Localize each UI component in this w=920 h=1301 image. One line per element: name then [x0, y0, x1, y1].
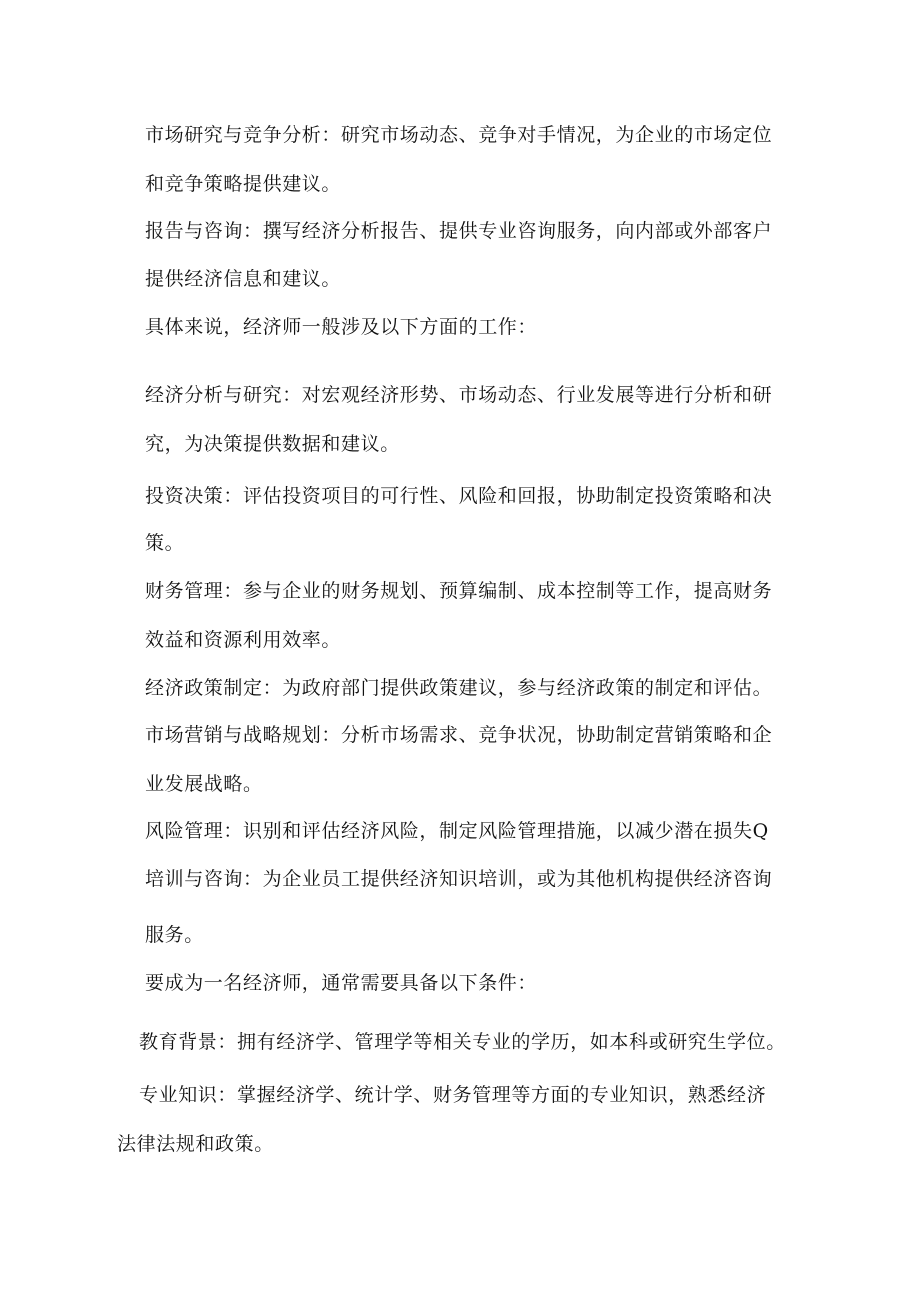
text-line: 具体来说，经济师一般涉及以下方面的工作：: [145, 316, 538, 338]
text-line: 市场营销与战略规划：分析市场需求、竞争状况，协助制定营销策略和企: [145, 724, 773, 746]
text-line: 服务。: [145, 924, 204, 946]
text-line: 法律法规和政策。: [117, 1133, 274, 1155]
text-line: 财务管理：参与企业的财务规划、预算编制、成本控制等工作，提高财务: [145, 580, 773, 602]
text-line: 策。: [145, 532, 185, 554]
text-line: 投资决策：评估投资项目的可行性、风险和回报，协助制定投资策略和决: [145, 485, 773, 507]
text-line: 报告与咨询：撰写经济分析报告、提供专业咨询服务，向内部或外部客户: [145, 220, 773, 242]
text-line: 风险管理：识别和评估经济风险，制定风险管理措施，以减少潜在损失Q: [145, 820, 769, 842]
text-line: 效益和资源利用效率。: [145, 629, 342, 651]
text-line: 和竞争策略提供建议。: [145, 173, 342, 195]
text-line: 究，为决策提供数据和建议。: [145, 433, 400, 455]
text-line: 培训与咨询：为企业员工提供经济知识培训，或为其他机构提供经济咨询: [145, 868, 773, 890]
text-line: 提供经济信息和建议。: [145, 268, 342, 290]
text-line: 要成为一名经济师，通常需要具备以下条件：: [145, 972, 538, 994]
text-line: 经济政策制定：为政府部门提供政策建议，参与经济政策的制定和评估。: [145, 677, 773, 699]
text-line: 专业知识：掌握经济学、统计学、财务管理等方面的专业知识，熟悉经济: [139, 1084, 767, 1106]
text-line: 业发展战略。: [145, 773, 263, 795]
text-line: 经济分析与研究：对宏观经济形势、市场动态、行业发展等进行分析和研: [145, 384, 773, 406]
text-line: 市场研究与竞争分析：研究市场动态、竞争对手情况，为企业的市场定位: [145, 124, 773, 146]
text-line: 教育背景：拥有经济学、管理学等相关专业的学历，如本科或研究生学位。: [139, 1031, 786, 1053]
